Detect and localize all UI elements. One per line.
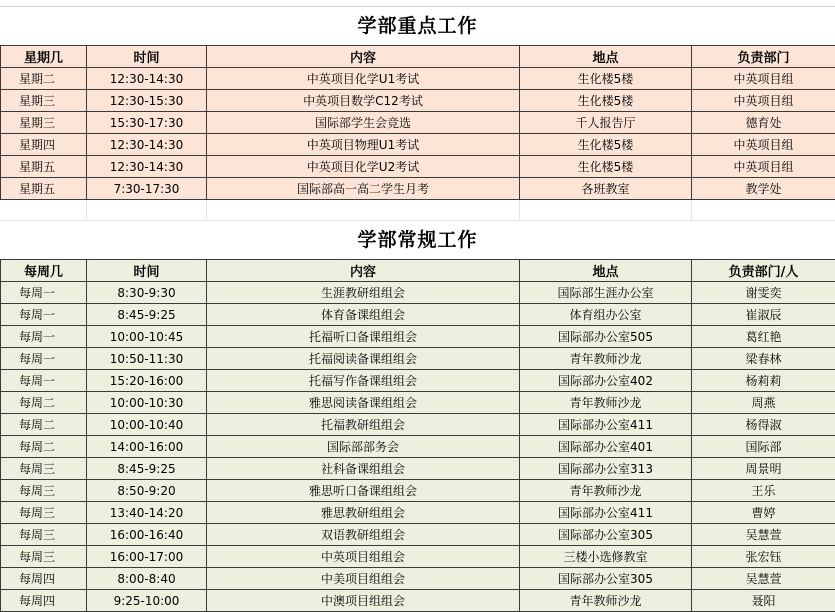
table-cell[interactable]: 星期三 (1, 90, 87, 112)
table-cell[interactable]: 8:50-9:20 (87, 480, 207, 502)
table-cell[interactable]: 社科备课组组会 (207, 458, 520, 480)
table-cell[interactable]: 雅思教研组组会 (207, 502, 520, 524)
table-cell[interactable]: 千人报告厅 (520, 112, 692, 134)
table-cell[interactable]: 国际部办公室305 (520, 568, 692, 590)
table-cell[interactable]: 中英项目化学U2考试 (207, 156, 520, 178)
table-cell[interactable]: 10:50-11:30 (87, 348, 207, 370)
table-cell[interactable]: 国际部办公室411 (520, 414, 692, 436)
table-cell[interactable]: 国际部办公室313 (520, 458, 692, 480)
table-cell[interactable]: 每周一 (1, 348, 87, 370)
table-cell[interactable]: 教学处 (692, 178, 835, 200)
column-header[interactable]: 负责部门 (692, 46, 835, 68)
table-row (1, 458, 835, 480)
table-cell[interactable]: 生化楼5楼 (520, 90, 692, 112)
grid-top-edge (0, 0, 835, 7)
table-cell[interactable]: 14:00-16:00 (87, 436, 207, 458)
table-cell[interactable]: 每周三 (1, 458, 87, 480)
table-cell[interactable]: 12:30-14:30 (87, 156, 207, 178)
table-cell[interactable]: 星期二 (1, 68, 87, 90)
table-cell[interactable]: 12:30-14:30 (87, 134, 207, 156)
table-cell[interactable]: 谢雯奕 (692, 282, 835, 304)
table-cell[interactable]: 15:30-17:30 (87, 112, 207, 134)
column-header[interactable]: 地点 (520, 260, 692, 282)
table-row (1, 524, 835, 546)
table-cell[interactable]: 每周一 (1, 304, 87, 326)
table-cell[interactable]: 7:30-17:30 (87, 178, 207, 200)
table-cell[interactable]: 国际部生涯办公室 (520, 282, 692, 304)
table-cell[interactable]: 中英项目物理U1考试 (207, 134, 520, 156)
column-header[interactable]: 内容 (207, 46, 520, 68)
table-cell[interactable]: 青年教师沙龙 (520, 392, 692, 414)
table-cell[interactable]: 国际部办公室411 (520, 502, 692, 524)
table-cell[interactable]: 托福听口备课组组会 (207, 326, 520, 348)
table-cell[interactable]: 中澳项目组组会 (207, 590, 520, 612)
table-row (1, 282, 835, 304)
column-header[interactable]: 内容 (207, 260, 520, 282)
table-cell[interactable]: 8:30-9:30 (87, 282, 207, 304)
table-cell[interactable]: 8:45-9:25 (87, 458, 207, 480)
table-cell[interactable]: 青年教师沙龙 (520, 590, 692, 612)
table-cell[interactable]: 国际部办公室505 (520, 326, 692, 348)
table-cell[interactable]: 国际部高一高二学生月考 (207, 178, 520, 200)
table-cell[interactable]: 国际部学生会竞选 (207, 112, 520, 134)
table-cell[interactable]: 8:00-8:40 (87, 568, 207, 590)
table-row (1, 392, 835, 414)
table-cell[interactable]: 周燕 (692, 392, 835, 414)
table-cell[interactable]: 葛红艳 (692, 326, 835, 348)
section1-title: 学部重点工作 (0, 7, 835, 45)
table-row (1, 546, 835, 568)
table-cell[interactable]: 张宏钰 (692, 546, 835, 568)
table-row (1, 178, 835, 200)
table-row (1, 68, 835, 90)
table-cell[interactable]: 中英项目组 (692, 68, 835, 90)
table-row (1, 436, 835, 458)
table-cell[interactable]: 曹婷 (692, 502, 835, 524)
table-cell[interactable]: 各班教室 (520, 178, 692, 200)
table-cell[interactable]: 每周三 (1, 546, 87, 568)
table-row (1, 568, 835, 590)
table-cell[interactable]: 体育组办公室 (520, 304, 692, 326)
table-cell[interactable]: 雅思听口备课组组会 (207, 480, 520, 502)
table-cell[interactable]: 16:00-17:00 (87, 546, 207, 568)
table-cell[interactable]: 每周一 (1, 326, 87, 348)
table-row (1, 480, 835, 502)
table-cell[interactable]: 双语教研组组会 (207, 524, 520, 546)
table-cell[interactable]: 中英项目数学C12考试 (207, 90, 520, 112)
table-cell[interactable]: 每周四 (1, 568, 87, 590)
table-cell[interactable]: 中英项目组组会 (207, 546, 520, 568)
table-cell[interactable]: 中英项目组 (692, 156, 835, 178)
table-row (1, 90, 835, 112)
table-row (1, 590, 835, 612)
table-cell[interactable]: 每周三 (1, 480, 87, 502)
table-cell[interactable]: 托福写作备课组组会 (207, 370, 520, 392)
table-cell[interactable]: 生化楼5楼 (520, 134, 692, 156)
table-cell[interactable]: 青年教师沙龙 (520, 348, 692, 370)
table-cell[interactable]: 青年教师沙龙 (520, 480, 692, 502)
table-cell[interactable]: 托福教研组组会 (207, 414, 520, 436)
table-cell[interactable]: 10:00-10:45 (87, 326, 207, 348)
table-cell[interactable]: 生涯教研组组会 (207, 282, 520, 304)
table-cell[interactable]: 聂阳 (692, 590, 835, 612)
table-cell[interactable]: 每周二 (1, 414, 87, 436)
table-cell[interactable]: 每周二 (1, 436, 87, 458)
table-cell[interactable]: 每周二 (1, 392, 87, 414)
table-cell[interactable]: 星期五 (1, 178, 87, 200)
column-header[interactable]: 每周几 (1, 260, 87, 282)
table-cell[interactable]: 杨得淑 (692, 414, 835, 436)
table-cell[interactable]: 中英项目组 (692, 90, 835, 112)
table-row (1, 156, 835, 178)
table-cell[interactable]: 杨莉莉 (692, 370, 835, 392)
table-cell[interactable]: 崔淑辰 (692, 304, 835, 326)
table-row (1, 414, 835, 436)
column-header[interactable]: 地点 (520, 46, 692, 68)
key-work-table (0, 45, 835, 200)
table-cell[interactable]: 星期五 (1, 156, 87, 178)
table-cell[interactable]: 生化楼5楼 (520, 156, 692, 178)
table-cell[interactable]: 每周三 (1, 502, 87, 524)
table-cell[interactable]: 10:00-10:40 (87, 414, 207, 436)
table-cell[interactable]: 体育备课组组会 (207, 304, 520, 326)
table-cell[interactable]: 每周一 (1, 370, 87, 392)
section2-title: 学部常规工作 (0, 221, 835, 259)
table-row (1, 326, 835, 348)
table-cell[interactable]: 吴慧萱 (692, 524, 835, 546)
table-cell[interactable]: 德育处 (692, 112, 835, 134)
table-cell[interactable]: 国际部办公室305 (520, 524, 692, 546)
table-cell[interactable]: 国际部部务会 (207, 436, 520, 458)
column-header[interactable]: 时间 (87, 260, 207, 282)
column-header[interactable]: 时间 (87, 46, 207, 68)
table-cell[interactable]: 星期四 (1, 134, 87, 156)
table-cell[interactable]: 每周四 (1, 590, 87, 612)
table-cell[interactable]: 梁春林 (692, 348, 835, 370)
table-cell[interactable]: 每周三 (1, 524, 87, 546)
table-cell[interactable]: 10:00-10:30 (87, 392, 207, 414)
table-cell[interactable]: 16:00-16:40 (87, 524, 207, 546)
table-cell[interactable]: 15:20-16:00 (87, 370, 207, 392)
column-header[interactable]: 星期几 (1, 46, 87, 68)
table-cell[interactable]: 吴慧萱 (692, 568, 835, 590)
table-cell[interactable]: 托福阅读备课组组会 (207, 348, 520, 370)
table-row (1, 370, 835, 392)
table-cell[interactable]: 国际部 (692, 436, 835, 458)
table-cell[interactable]: 13:40-14:20 (87, 502, 207, 524)
table-cell[interactable]: 周景明 (692, 458, 835, 480)
table-cell[interactable]: 雅思阅读备课组组会 (207, 392, 520, 414)
table-cell[interactable]: 中英项目组 (692, 134, 835, 156)
table-cell[interactable]: 8:45-9:25 (87, 304, 207, 326)
table-row (1, 304, 835, 326)
table-cell[interactable]: 9:25-10:00 (87, 590, 207, 612)
header-row (1, 46, 835, 68)
header-row (1, 260, 835, 282)
table-cell[interactable]: 三楼小选修教室 (520, 546, 692, 568)
table-cell[interactable]: 每周一 (1, 282, 87, 304)
table-cell[interactable]: 中美项目组组会 (207, 568, 520, 590)
table-cell[interactable]: 12:30-15:30 (87, 90, 207, 112)
spacer-row (0, 200, 835, 221)
table-cell[interactable]: 国际部办公室402 (520, 370, 692, 392)
table-row (1, 348, 835, 370)
routine-work-table (0, 259, 835, 612)
table-cell[interactable]: 星期三 (1, 112, 87, 134)
table-cell[interactable]: 生化楼5楼 (520, 68, 692, 90)
table-cell[interactable]: 国际部办公室401 (520, 436, 692, 458)
table-row (1, 502, 835, 524)
table-row (1, 134, 835, 156)
column-header[interactable]: 负责部门/人 (692, 260, 835, 282)
table-cell[interactable]: 中英项目化学U1考试 (207, 68, 520, 90)
table-cell[interactable]: 12:30-14:30 (87, 68, 207, 90)
table-row (1, 112, 835, 134)
table-cell[interactable]: 王乐 (692, 480, 835, 502)
